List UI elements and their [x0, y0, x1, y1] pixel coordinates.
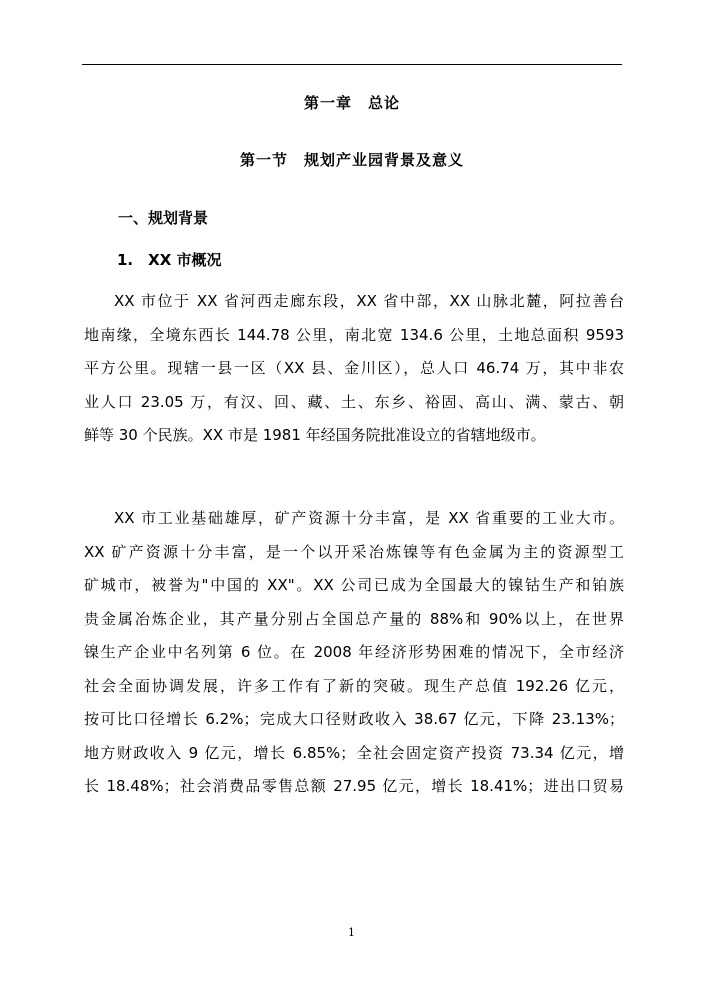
- paragraph-line: 地方财政收入 9 亿元，增长 6.85%；全社会固定资产投资 73.34 亿元，增: [84, 743, 624, 762]
- section-title: 第一节 规划产业园背景及意义: [239, 151, 464, 169]
- page-number: 1: [348, 926, 355, 939]
- paragraph-city-overview: [84, 285, 624, 453]
- paragraph-line: 按可比口径增长 6.2%；完成大口径财政收入 38.67 亿元，下降 23.13%；: [84, 710, 624, 728]
- chapter-title: 第一章 总论: [303, 94, 400, 112]
- paragraph-line: 平方公里。现辖一县一区（XX 县、金川区），总人口 46.74 万，其中非农: [84, 359, 624, 377]
- heading-planning-background: 一、规划背景: [118, 209, 209, 227]
- paragraph-line: 镍生产企业中名列第 6 位。在 2008 年经济形势困难的情况下，全市经济: [84, 643, 624, 661]
- paragraph-line: 鲜等 30 个民族。XX 市是 1981 年经国务院批准设立的省辖地级市。: [84, 426, 546, 444]
- paragraph-line: 社会全面协调发展，许多工作有了新的突破。现生产总值 192.26 亿元，: [84, 676, 624, 695]
- paragraph-line: XX 市位于 XX 省河西走廊东段，XX 省中部，XX 山脉北麓，阿拉善台: [114, 292, 624, 310]
- header-rule: [82, 64, 622, 65]
- paragraph-line: 地南缘，全境东西长 144.78 公里，南北宽 134.6 公里，土地总面积 9593: [84, 325, 624, 344]
- paragraph-line: 业人口 23.05 万，有汉、回、藏、土、东乡、裕固、高山、满、蒙古、朝: [84, 392, 624, 411]
- paragraph-line: 长 18.48%；社会消费品零售总额 27.95 亿元，增长 18.41%；进出口贸易: [84, 777, 624, 795]
- paragraph-line: 贵金属冶炼企业，其产量分别占全国总产量的 88%和 90%以上，在世界: [84, 609, 624, 628]
- paragraph-industry: [84, 502, 624, 804]
- paragraph-line: XX 市工业基础雄厚，矿产资源十分丰富，是 XX 省重要的工业大市。: [114, 509, 624, 527]
- paragraph-line: XX 矿产资源十分丰富，是一个以开采冶炼镍等有色金属为主的资源型工: [84, 542, 624, 561]
- paragraph-line: 矿城市，被誉为"中国的 XX"。XX 公司已成为全国最大的镍钴生产和铂族: [84, 576, 624, 594]
- heading-city-overview: 1. XX 市概况: [117, 251, 222, 269]
